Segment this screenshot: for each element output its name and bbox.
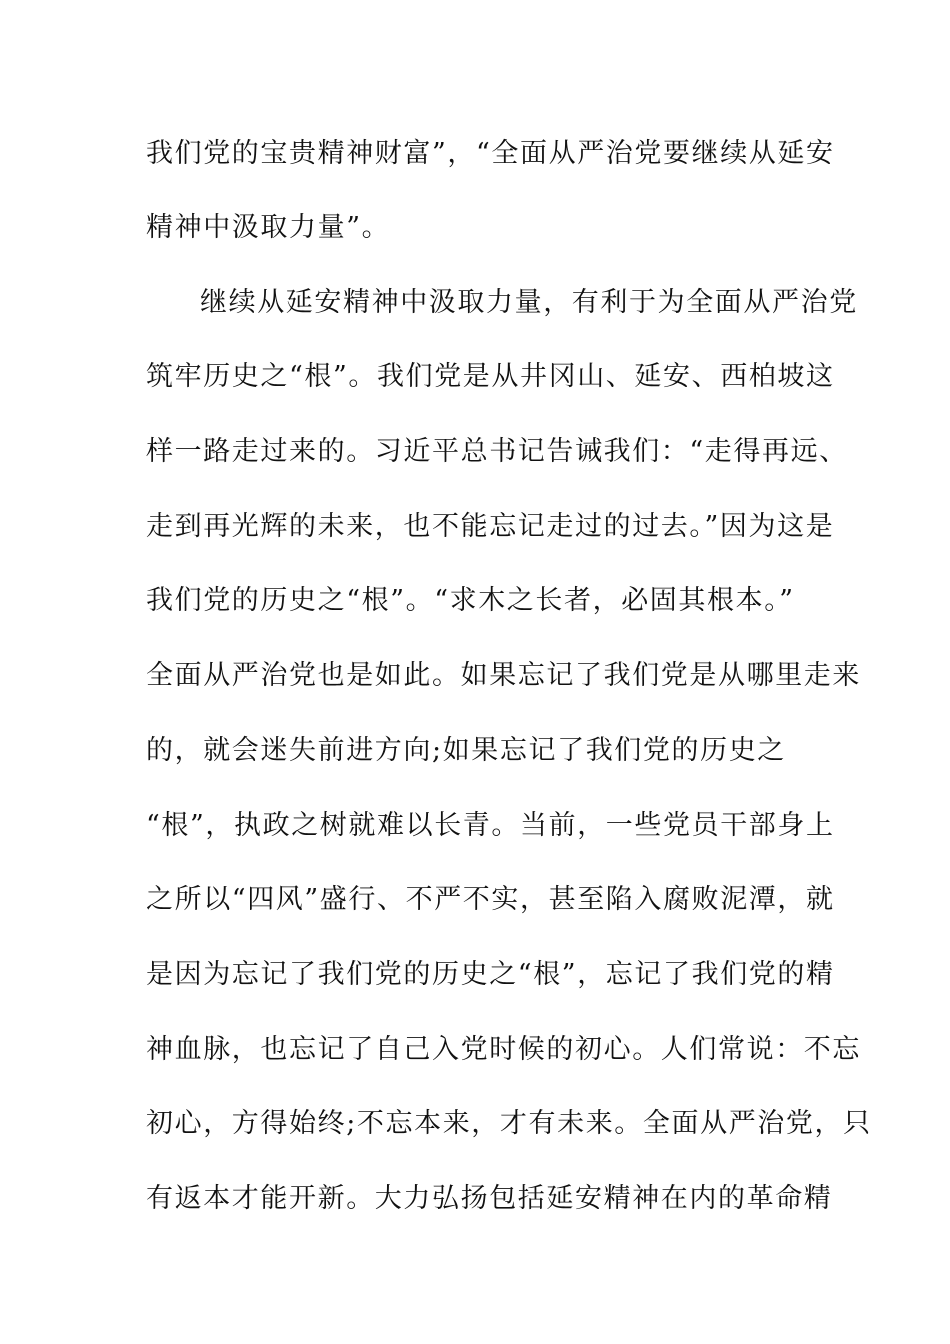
text-line: 我们党的历史之“根”。“求木之长者，必固其根本。”	[146, 585, 795, 616]
text-line: 走到再光辉的未来，也不能忘记走过的过去。”因为这是	[146, 511, 835, 542]
text-line: 神血脉，也忘记了自己入党时候的初心。人们常说：不忘	[146, 1034, 861, 1065]
text-line: 筑牢历史之“根”。我们党是从井冈山、延安、西柏坡这	[146, 361, 835, 392]
text-line: “根”，执政之树就难以长青。当前，一些党员干部身上	[146, 810, 835, 841]
text-line: 有返本才能开新。大力弘扬包括延安精神在内的革命精	[146, 1183, 833, 1214]
text-line: 的，就会迷失前进方向;如果忘记了我们党的历史之	[146, 735, 786, 766]
text-line: 精神中汲取力量”。	[146, 212, 391, 243]
text-line: 我们党的宝贵精神财富”，“全面从严治党要继续从延安	[146, 138, 835, 169]
text-line: 是因为忘记了我们党的历史之“根”，忘记了我们党的精	[146, 959, 835, 990]
text-line: 之所以“四风”盛行、不严不实，甚至陷入腐败泥潭，就	[146, 884, 835, 915]
text-line: 全面从严治党也是如此。如果忘记了我们党是从哪里走来	[146, 660, 861, 691]
text-line: 样一路走过来的。习近平总书记告诫我们：“走得再远、	[146, 436, 848, 467]
paragraph-first-line: 继续从延安精神中汲取力量，有利于为全面从严治党	[200, 287, 858, 318]
text-line: 初心，方得始终;不忘本来，才有未来。全面从严治党，只	[146, 1108, 872, 1139]
